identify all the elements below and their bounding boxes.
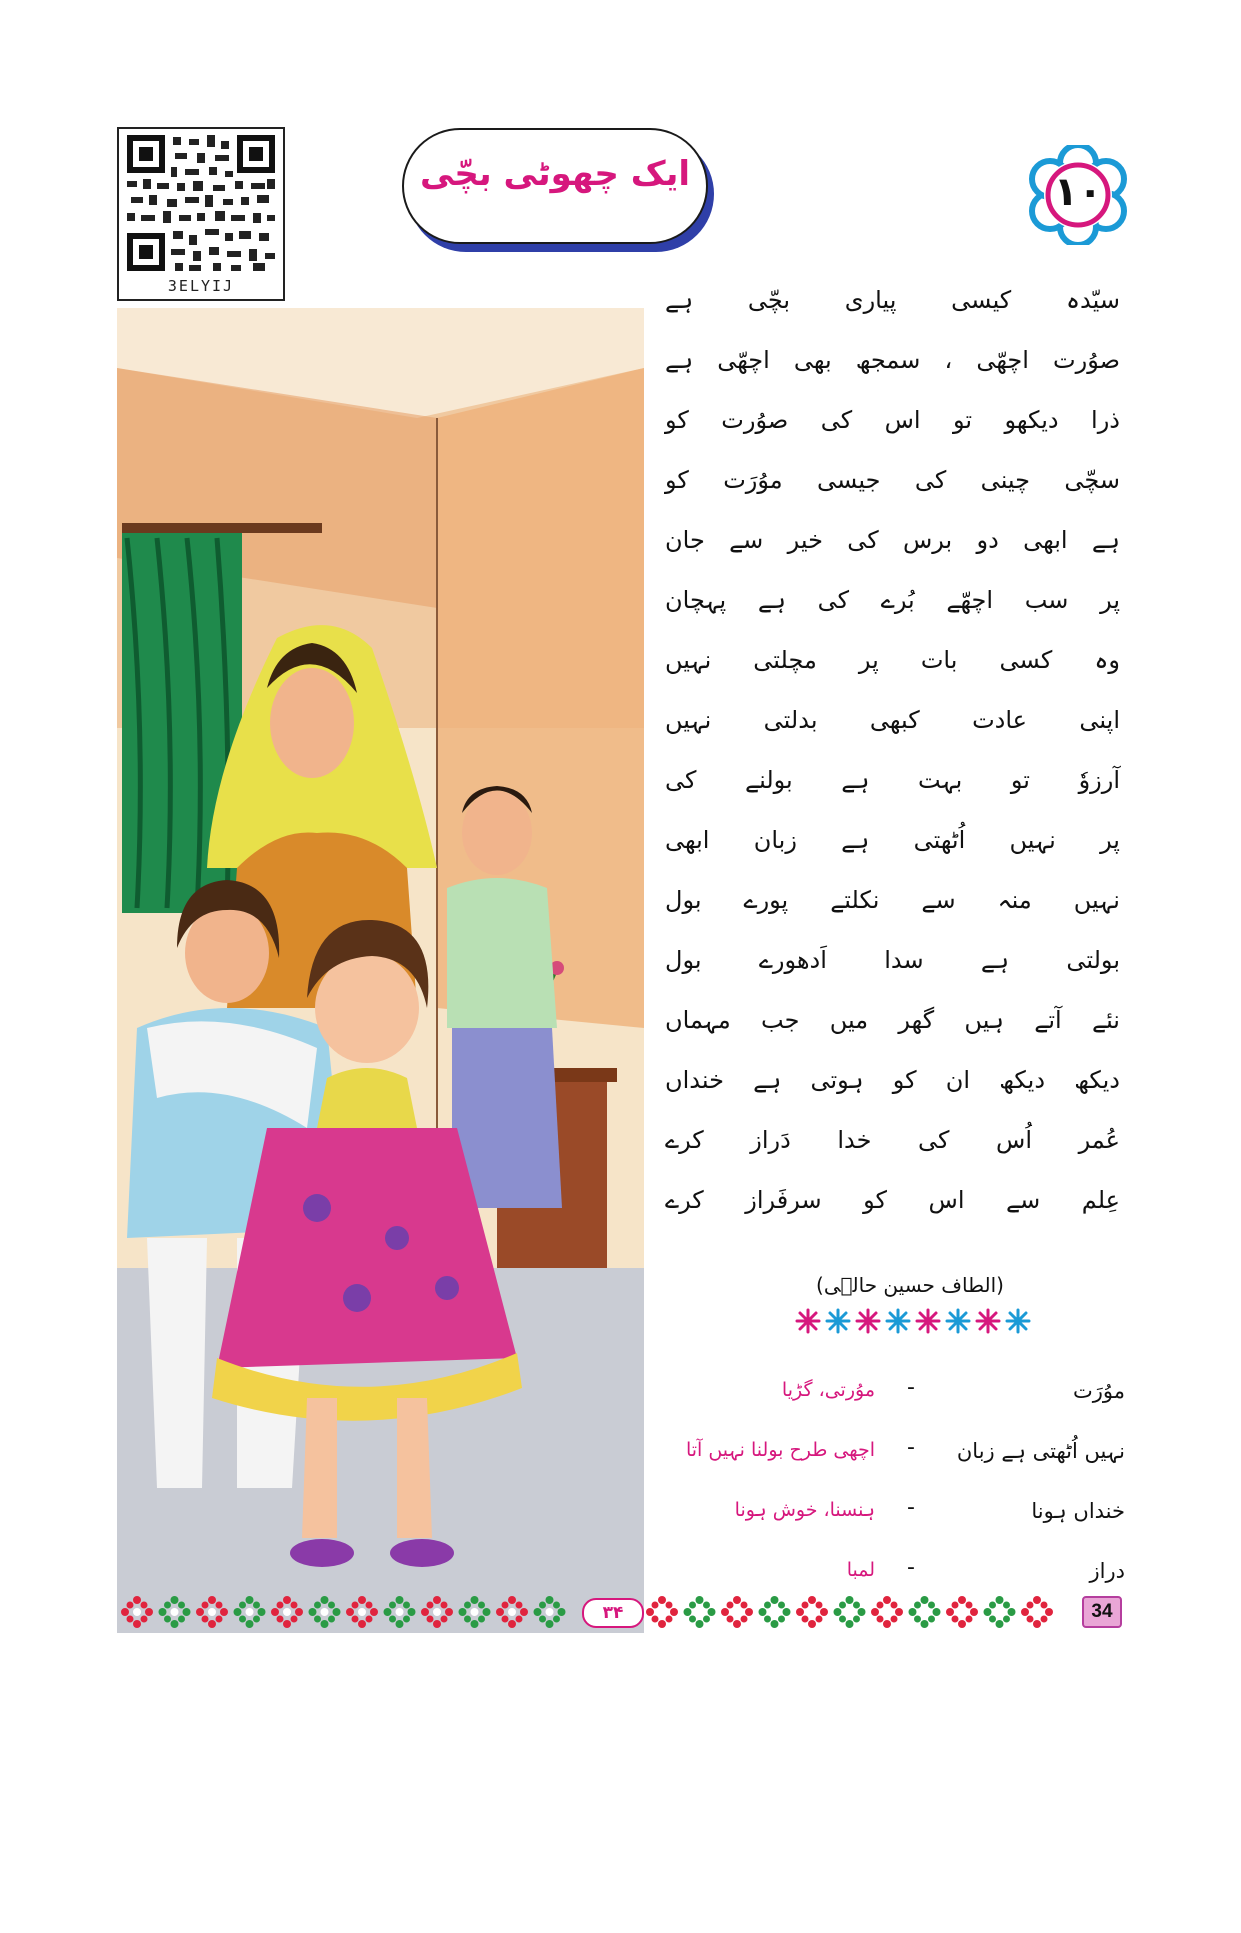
ornament-motif [309,1596,341,1628]
ornament-motif [534,1596,566,1628]
poem-line: آرزوٗ تو بہت ہے بولنے کی [665,766,1120,794]
glossary-meaning: اچھی طرح بولنا نہیں آتا [685,1439,875,1461]
ornament-motif [909,1596,941,1628]
ornament-motif [121,1596,153,1628]
poem-line: نہیں منہ سے نکلتے پورے بول [665,886,1120,914]
ornament-motif [459,1596,491,1628]
lesson-number: ۱۰ [1053,169,1103,215]
ornament-motif [159,1596,191,1628]
ornament-motif [646,1596,678,1628]
poet-name: (الطاف حسین حالؔی) [816,1273,1004,1297]
poem-line: ذرا دیکھو تو اس کی صوُرت کو [665,406,1120,434]
glossary-dash: - [907,1495,915,1520]
poem-line: پر نہیں اُٹھتی ہے زبان ابھی [665,826,1120,854]
page-number-urdu: ۳۴ [582,1598,644,1628]
ornament-motif [271,1596,303,1628]
glossary-dash: - [907,1555,915,1580]
glossary-dash: - [907,1435,915,1460]
ornament-motif [721,1596,753,1628]
lesson-title: ایک چھوٹی بچّی [419,154,690,194]
family-illustration [117,308,644,1933]
qr-code-label: 3ELYIJ [167,277,235,295]
poem-line: سچّی چینی کی جیسی موُرَت کو [665,466,1120,494]
glossary-dash: - [907,1375,915,1400]
ornament-motif [1021,1596,1053,1628]
glossary-word: موُرَت [1072,1379,1125,1403]
qr-code-icon [127,135,275,271]
page-number: 34 [1082,1596,1122,1628]
ornament-motif [196,1596,228,1628]
poem-line: عِلم سے اس کو سرفَراز کرے [665,1186,1120,1214]
glossary-row [660,1425,1125,1485]
glossary-row [660,1365,1125,1425]
glossary-meaning: ہنسنا، خوش ہونا [734,1499,875,1521]
ornament-motif [421,1596,453,1628]
glossary-word: خنداں ہونا [1031,1499,1125,1523]
ornament-motif [834,1596,866,1628]
ornament-motif [384,1596,416,1628]
ornament-motif [496,1596,528,1628]
poem-line: وہ کسی بات پر مچلتی نہیں [665,646,1120,674]
ornament-motif [871,1596,903,1628]
ornament-motif [984,1596,1016,1628]
poem-line: دیکھ دیکھ ان کو ہوتی ہے خنداں [665,1066,1120,1094]
qr-code [117,127,285,301]
ornament-motif [946,1596,978,1628]
glossary-word: دراز [1089,1559,1125,1583]
lesson-number-badge [1028,145,1128,245]
poem-line: بولتی ہے سدا اَدھورے بول [665,946,1120,974]
poem-line: سیّدہ کیسی پیاری بچّی ہے [665,286,1120,314]
family-illustration-icon [117,308,644,1633]
glossary [660,1365,1125,1605]
poem-line: نئے آتے ہیں گھر میں جب مہماں [665,1006,1120,1034]
ornament-motif [684,1596,716,1628]
ornament-motif [759,1596,791,1628]
ornament-motif [346,1596,378,1628]
glossary-word: نہیں اُٹھتی ہے زبان [956,1439,1125,1463]
star-divider [790,1302,1040,1340]
lesson-title-box [402,128,708,244]
ornament-motif [796,1596,828,1628]
glossary-meaning: لمبا [846,1559,875,1581]
glossary-row [660,1485,1125,1545]
poem-line: ہے ابھی دو برس کی خیر سے جان [665,526,1120,554]
ornament-motif [234,1596,266,1628]
poem [665,270,1120,1230]
star-divider-icon [790,1302,1040,1340]
glossary-meaning: موُرتی، گڑیا [781,1379,875,1401]
poem-line: اپنی عادت کبھی بدلتی نہیں [665,706,1120,734]
poem-line: عُمر اُس کی خدا دَراز کرے [665,1126,1120,1154]
poem-line: صوُرت اچھّی ، سمجھ بھی اچھّی ہے [665,346,1120,374]
poem-line: پر سب اچھّے بُرے کی ہے پہچان [665,586,1120,614]
